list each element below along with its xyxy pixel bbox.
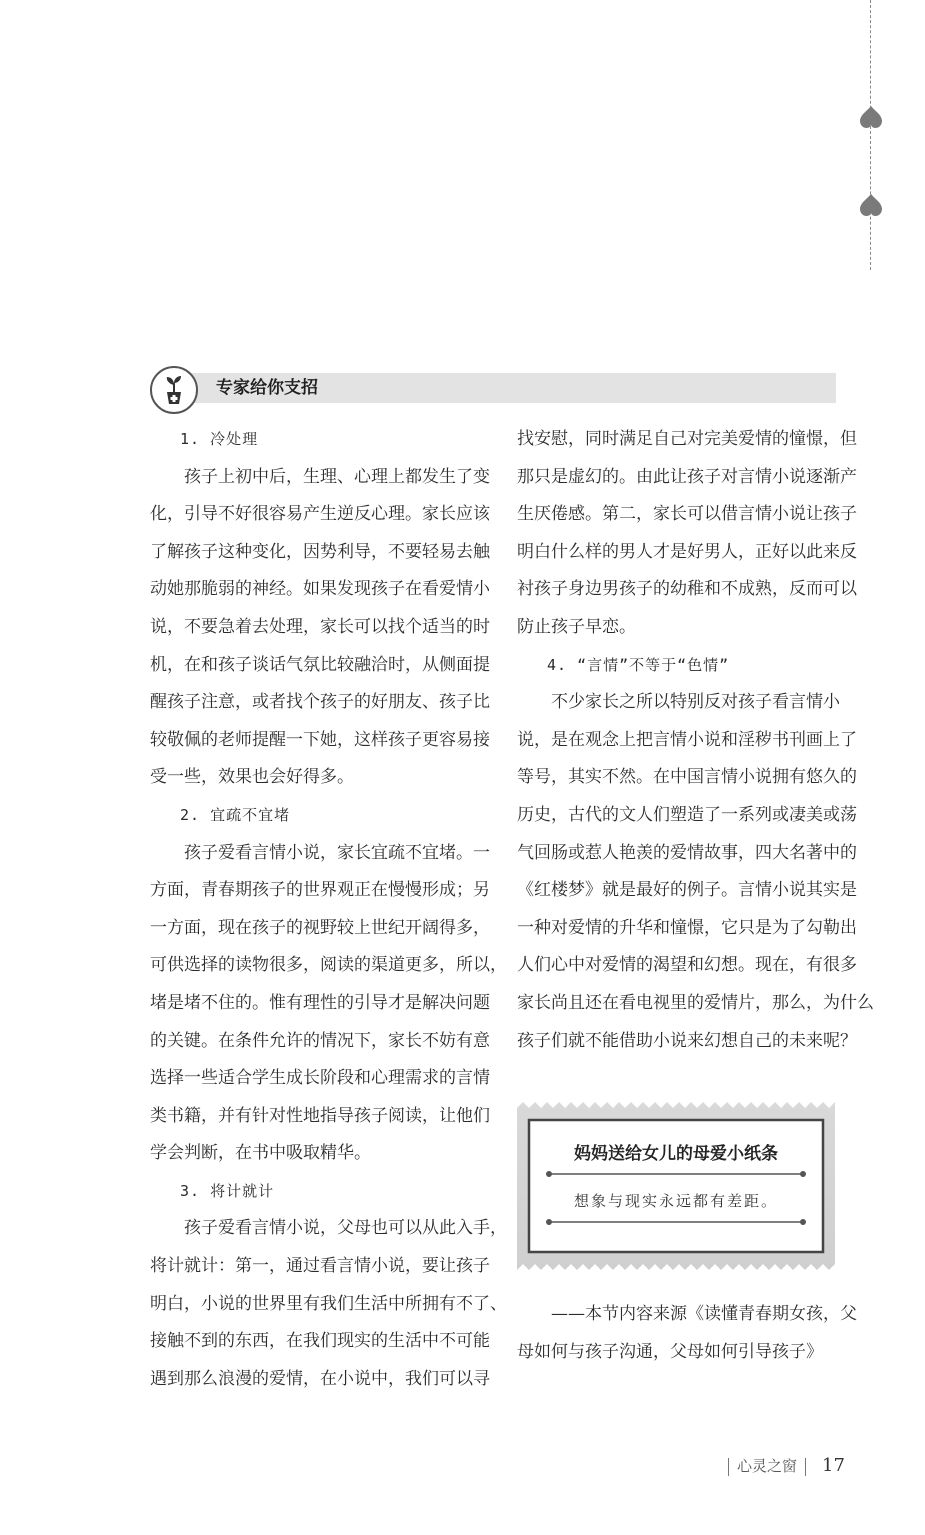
- text-line: 一方面，现在孩子的视野较上世纪开阔得多，: [150, 917, 490, 938]
- text-line: 学会判断，在书中吸取精华。: [150, 1143, 371, 1164]
- text-line: 可供选择的读物很多，阅读的渠道更多，所以，: [150, 955, 507, 976]
- footer-divider: [805, 1458, 806, 1476]
- text-line: 方面，青春期孩子的世界观正在慢慢形成；另: [150, 880, 490, 901]
- subheading: 3. 将计就计: [180, 1181, 275, 1200]
- text-line: 较敬佩的老师提醒一下她，这样孩子更容易接: [150, 729, 490, 750]
- section-name: 心灵之窗: [737, 1457, 798, 1475]
- text-line: 类书籍，并有针对性地指导孩子阅读，让他们: [150, 1105, 490, 1126]
- text-line: 不少家长之所以特别反对孩子看言情小: [551, 692, 840, 713]
- text-line: 说，是在观念上把言情小说和淫秽书刊画上了: [517, 729, 857, 750]
- text-line: 的关键。在条件允许的情况下，家长不妨有意: [150, 1030, 490, 1051]
- text-line: 孩子爱看言情小说，父母也可以从此入手，: [184, 1218, 507, 1239]
- text-line: 接触不到的东西，在我们现实的生活中不可能: [150, 1331, 490, 1352]
- plant-pot-icon: [150, 366, 198, 414]
- text-line: 孩子上初中后，生理、心理上都发生了变: [184, 466, 490, 487]
- text-line: 机，在和孩子谈话气氛比较融洽时，从侧面提: [150, 654, 490, 675]
- subheading: 1. 冷处理: [180, 430, 259, 448]
- note-title: 妈妈送给女儿的母爱小纸条: [574, 1144, 778, 1164]
- paragraph: [150, 1210, 507, 1248]
- text-line: 孩子爱看言情小说，家长宜疏不宜堵。一: [184, 842, 490, 863]
- source-citation: [517, 1296, 857, 1371]
- text-line: 家长尚且还在看电视里的爱情片，那么，为什么: [517, 992, 874, 1013]
- text-line: 人们心中对爱情的渴望和幻想。现在，有很多: [517, 955, 857, 976]
- section-title: 专家给你支招: [216, 378, 318, 398]
- text-line: 孩子们就不能借助小说来幻想自己的未来呢？: [517, 1030, 857, 1051]
- text-line: 动她那脆弱的神经。如果发现孩子在看爱情小: [150, 579, 490, 600]
- note-text: 想象与现实永远都有差距。: [573, 1192, 778, 1210]
- text-line: 明白什么样的男人才是好男人，正好以此来反: [517, 541, 857, 562]
- text-line: 衬孩子身边男孩子的幼稚和不成熟，反而可以: [517, 579, 857, 600]
- page-number: 17: [822, 1455, 845, 1476]
- text-line: 堵是堵不住的。惟有理性的引导才是解决问题: [150, 992, 490, 1013]
- footer-divider: [728, 1458, 729, 1476]
- text-line: 说，不要急着去处理，家长可以找个适当的时: [150, 616, 490, 637]
- text-line: 防止孩子早恋。: [517, 616, 636, 637]
- text-line: 遇到那么浪漫的爱情，在小说中，我们可以寻: [150, 1368, 490, 1389]
- text-line: 一种对爱情的升华和憧憬，它只是为了勾勒出: [517, 917, 857, 938]
- text-line: 生厌倦感。第二，家长可以借言情小说让孩子: [517, 504, 857, 525]
- text-line: 历史，古代的文人们塑造了一系列或凄美或荡: [517, 804, 857, 825]
- heart-icon: [858, 192, 884, 218]
- text-line: ——本节内容来源《读懂青春期女孩，父: [551, 1304, 857, 1324]
- paragraph: [150, 835, 490, 873]
- decorative-dashed-line: [870, 0, 871, 270]
- text-line: 醒孩子注意，或者找个孩子的好朋友、孩子比: [150, 692, 490, 713]
- page-footer: [720, 1451, 845, 1481]
- text-line: 找安慰，同时满足自己对完美爱情的憧憬，但: [517, 429, 857, 449]
- text-line: 了解孩子这种变化，因势利导，不要轻易去触: [150, 541, 490, 562]
- text-line: 等号，其实不然。在中国言情小说拥有悠久的: [517, 767, 857, 788]
- subheading: 2. 宜疏不宜堵: [180, 805, 291, 824]
- note-card: [517, 1102, 835, 1270]
- text-line: 将计就计：第一，通过看言情小说，要让孩子: [150, 1256, 490, 1277]
- text-line: 气回肠或惹人艳羡的爱情故事，四大名著中的: [517, 842, 857, 863]
- subheading: 4. “言情”不等于“色情”: [547, 655, 730, 674]
- paragraph: [517, 684, 840, 722]
- text-line: 受一些，效果也会好得多。: [150, 767, 354, 788]
- paragraph: [150, 459, 490, 497]
- section-banner: [150, 366, 838, 414]
- left-column: [150, 421, 507, 1398]
- note-card-frame: [517, 1102, 835, 1270]
- text-line: 化，引导不好很容易产生逆反心理。家长应该: [150, 504, 490, 525]
- heart-icon: [858, 104, 884, 130]
- text-line: 选择一些适合学生成长阶段和心理需求的言情: [150, 1068, 490, 1089]
- text-line: 那只是虚幻的。由此让孩子对言情小说逐渐产: [517, 466, 857, 487]
- text-line: 明白，小说的世界里有我们生活中所拥有不了、: [150, 1293, 507, 1314]
- text-line: 母如何与孩子沟通，父母如何引导孩子》: [517, 1341, 823, 1362]
- right-column: [517, 421, 874, 1060]
- text-line: 《红楼梦》就是最好的例子。言情小说其实是: [517, 880, 857, 901]
